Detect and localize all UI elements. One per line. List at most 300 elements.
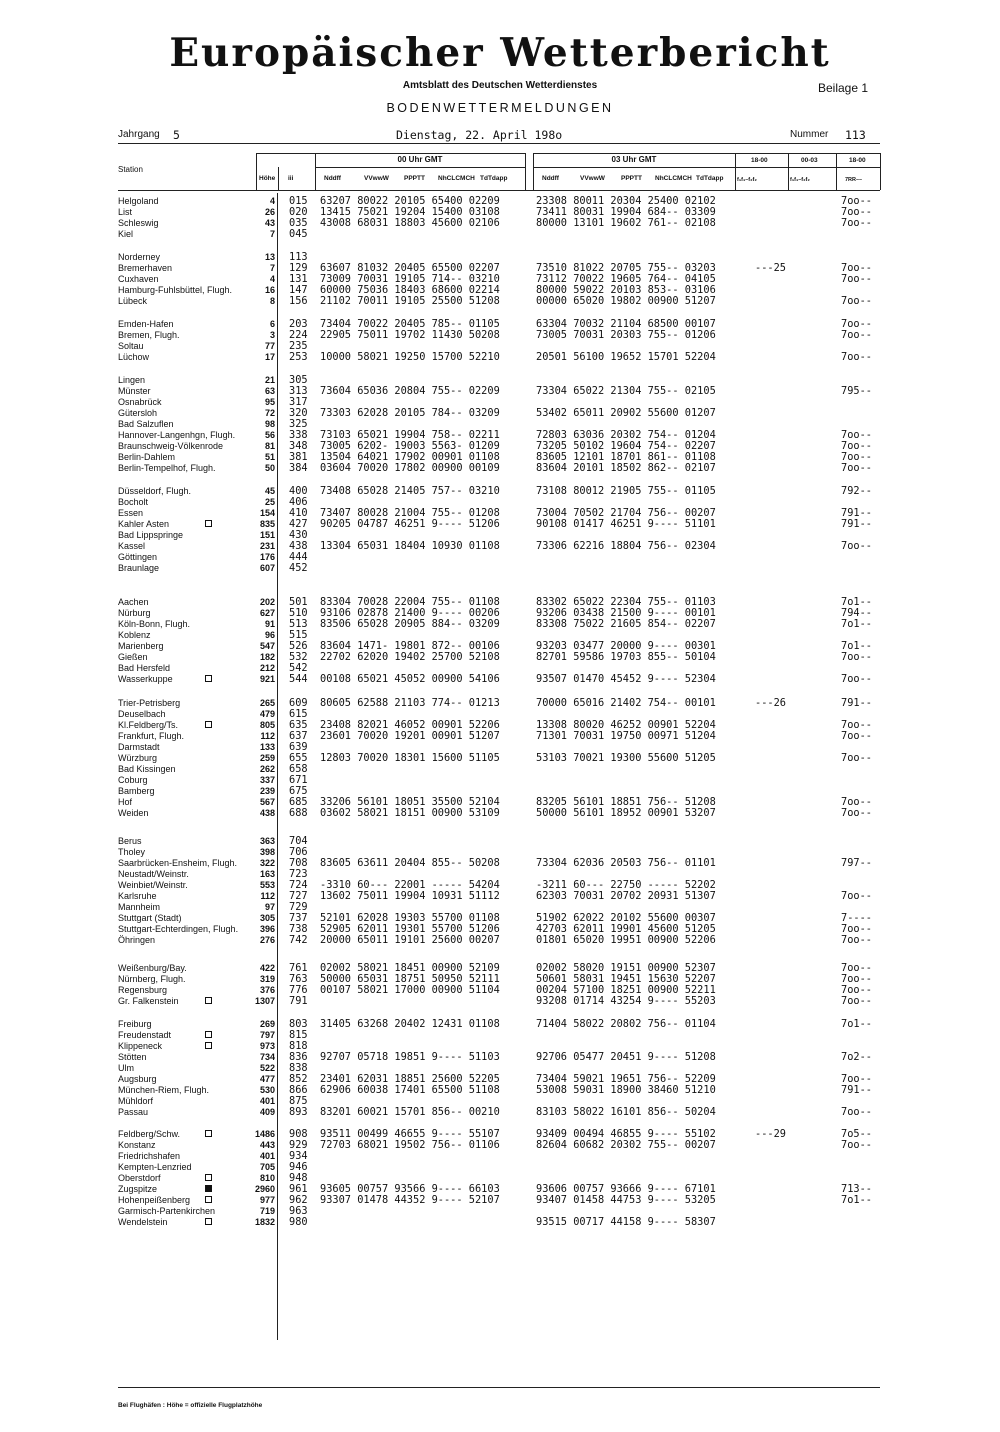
station-id: 948 xyxy=(289,1172,308,1184)
station-id: 526 xyxy=(289,640,308,652)
station-name: Darmstadt xyxy=(118,742,160,752)
station-id: 544 xyxy=(289,673,308,685)
table-row xyxy=(118,1151,880,1162)
precip-code: 7oo-- xyxy=(841,206,872,218)
station-name: Gr. Falkenstein xyxy=(118,996,179,1006)
obs-03-gmt: 93206 03438 21500 9---- 00101 xyxy=(536,607,716,619)
station-id: 962 xyxy=(289,1194,308,1206)
station-elevation: 21 xyxy=(264,375,275,385)
table-row xyxy=(118,1085,880,1096)
obs-03-gmt: 02002 58020 19151 00900 52307 xyxy=(536,962,716,974)
col-18-00-a: 18-00 xyxy=(751,157,768,164)
precip-code: 7oo-- xyxy=(841,807,872,819)
table-row xyxy=(118,552,880,563)
obs-00-gmt: 83605 63611 20404 855-- 50208 xyxy=(320,857,500,869)
station-elevation: 63 xyxy=(264,386,275,396)
station-id: 131 xyxy=(289,273,308,285)
obs-03-gmt: 82604 60682 20302 755-- 00207 xyxy=(536,1139,716,1151)
station-id: 961 xyxy=(289,1183,308,1195)
obs-00-gmt: 31405 63268 20402 12431 01108 xyxy=(320,1018,500,1030)
station-id: 438 xyxy=(289,540,308,552)
obs-00-gmt: 52905 62011 19301 55700 51206 xyxy=(320,923,500,935)
station-id: 444 xyxy=(289,551,308,563)
station-elevation: 4 xyxy=(269,274,275,284)
col-ppptt-00: PPPTT xyxy=(404,175,425,182)
station-id: 325 xyxy=(289,418,308,430)
obs-00-gmt: 50000 65031 18751 50950 52111 xyxy=(320,973,500,985)
precip-code: 7o5-- xyxy=(841,1128,872,1140)
station-elevation: 176 xyxy=(259,552,275,562)
obs-03-gmt: 93203 03477 20000 9---- 00301 xyxy=(536,640,716,652)
station-elevation: 43 xyxy=(264,218,275,228)
obs-00-gmt: 23408 82021 46052 00901 52206 xyxy=(320,719,500,731)
station-name: Berlin-Tempelhof, Flugh. xyxy=(118,463,216,473)
obs-03-gmt: 73112 70022 19605 764-- 04105 xyxy=(536,273,716,285)
obs-00-gmt: 93106 02878 21400 9---- 00206 xyxy=(320,607,500,619)
precip-code: 7o1-- xyxy=(841,618,872,630)
station-id: 313 xyxy=(289,385,308,397)
station-elevation: 973 xyxy=(259,1041,275,1051)
station-id: 815 xyxy=(289,1029,308,1041)
obs-03-gmt: 70000 65016 21402 754-- 00101 xyxy=(536,697,716,709)
obs-00-gmt: 22905 75011 19702 11430 50208 xyxy=(320,329,500,341)
station-elevation: 202 xyxy=(259,597,275,607)
precip-code: 7oo-- xyxy=(841,295,872,307)
obs-03-gmt: 83302 65022 22304 755-- 01103 xyxy=(536,596,716,608)
table-row xyxy=(118,1052,880,1063)
station-id: 763 xyxy=(289,973,308,985)
station-elevation: 422 xyxy=(259,963,275,973)
station-id: 946 xyxy=(289,1161,308,1173)
station-name: Stuttgart-Echterdingen, Flugh. xyxy=(118,924,239,934)
station-id: 501 xyxy=(289,596,308,608)
station-elevation: 627 xyxy=(259,608,275,618)
station-name: Soltau xyxy=(118,341,144,351)
station-id: 015 xyxy=(289,195,308,207)
obs-03-gmt: 93515 00717 44158 9---- 58307 xyxy=(536,1216,716,1228)
obs-00-gmt: 03602 58021 18151 00900 53109 xyxy=(320,807,500,819)
obs-03-gmt: 80000 59022 20103 853-- 03106 xyxy=(536,284,716,296)
station-elevation: 607 xyxy=(259,563,275,573)
obs-03-gmt: 83205 56101 18851 756-- 51208 xyxy=(536,796,716,808)
station-id: 348 xyxy=(289,440,308,452)
station-id: 510 xyxy=(289,607,308,619)
station-elevation: 322 xyxy=(259,858,275,868)
station-id: 791 xyxy=(289,995,308,1007)
station-name: Oberstdorf xyxy=(118,1173,161,1183)
col-nddff-03: Nddff xyxy=(542,175,559,182)
obs-03-gmt: 93409 00494 46855 9---- 55102 xyxy=(536,1128,716,1140)
station-elevation: 91 xyxy=(264,619,275,629)
station-elevation: 438 xyxy=(259,808,275,818)
col-00-03: 00-03 xyxy=(801,157,818,164)
station-id: 637 xyxy=(289,730,308,742)
open-square-icon xyxy=(205,675,212,682)
col-18-00-b: 18-00 xyxy=(849,157,866,164)
table-row xyxy=(118,519,880,530)
station-elevation: 443 xyxy=(259,1140,275,1150)
station-name: Bad Salzuflen xyxy=(118,419,174,429)
station-id: 866 xyxy=(289,1084,308,1096)
station-elevation: 77 xyxy=(264,341,275,351)
table-row xyxy=(118,753,880,764)
col-rain: 7RR–– xyxy=(845,177,863,183)
precip-code: 7oo-- xyxy=(841,752,872,764)
station-name: Göttingen xyxy=(118,552,158,562)
obs-03-gmt: 73510 81022 20705 755-- 03203 xyxy=(536,262,716,274)
obs-03-gmt: 83604 20101 18502 862-- 02107 xyxy=(536,462,716,474)
obs-00-gmt: 63607 81032 20405 65500 02207 xyxy=(320,262,500,274)
obs-00-gmt: 73404 70022 20405 785-- 01105 xyxy=(320,318,500,330)
station-id: 723 xyxy=(289,868,308,880)
station-id: 934 xyxy=(289,1150,308,1162)
station-id: 724 xyxy=(289,879,308,891)
station-name: Coburg xyxy=(118,775,148,785)
station-name: Karlsruhe xyxy=(118,891,157,901)
obs-03-gmt: 73304 65022 21304 755-- 02105 xyxy=(536,385,716,397)
station-elevation: 97 xyxy=(264,902,275,912)
station-elevation: 112 xyxy=(260,891,275,901)
precip-code: 7o1-- xyxy=(841,1018,872,1030)
station-name: Bremen, Flugh. xyxy=(118,330,180,340)
station-elevation: 3 xyxy=(269,330,275,340)
station-elevation: 4 xyxy=(269,196,275,206)
station-id: 020 xyxy=(289,206,308,218)
station-name: Hohenpeißenberg xyxy=(118,1195,191,1205)
table-row xyxy=(118,1019,880,1030)
open-square-icon xyxy=(205,997,212,1004)
station-elevation: 305 xyxy=(259,913,275,923)
station-id: 338 xyxy=(289,429,308,441)
precip-code: 7oo-- xyxy=(841,1139,872,1151)
station-name: Bocholt xyxy=(118,497,149,507)
station-elevation: 262 xyxy=(259,764,275,774)
table-row xyxy=(118,1206,880,1217)
obs-03-gmt: 73005 70031 20303 755-- 01206 xyxy=(536,329,716,341)
obs-00-gmt: 80605 62588 21103 774-- 01213 xyxy=(320,697,500,709)
station-id: 963 xyxy=(289,1205,308,1217)
station-elevation: 7 xyxy=(269,263,275,273)
station-name: Augsburg xyxy=(118,1074,157,1084)
station-id: 542 xyxy=(289,662,308,674)
station-name: Weißenburg/Bay. xyxy=(118,963,187,973)
col-vvwww-00: VVwwW xyxy=(364,175,389,182)
station-id: 704 xyxy=(289,835,308,847)
station-name: Kiel xyxy=(118,229,134,239)
station-elevation: 376 xyxy=(259,985,275,995)
number-label: Nummer xyxy=(790,129,829,140)
obs-03-gmt: 92706 05477 20451 9---- 51208 xyxy=(536,1051,716,1063)
station-id: 045 xyxy=(289,228,308,240)
obs-03-gmt: 83605 12101 18701 861-- 01108 xyxy=(536,451,716,463)
station-name: Freudenstadt xyxy=(118,1030,172,1040)
table-row xyxy=(118,652,880,663)
precip-code: 7oo-- xyxy=(841,730,872,742)
obs-00-gmt: 73604 65036 20804 755-- 02209 xyxy=(320,385,500,397)
station-elevation: 45 xyxy=(264,486,275,496)
station-elevation: 7 xyxy=(269,229,275,239)
table-row xyxy=(118,674,880,685)
precip-code: 791-- xyxy=(841,1084,872,1096)
obs-00-gmt: 10000 58021 19250 15700 52210 xyxy=(320,351,500,363)
station-elevation: 363 xyxy=(259,836,275,846)
obs-00-gmt: 62906 60038 17401 65500 51108 xyxy=(320,1084,500,1096)
station-id: 980 xyxy=(289,1216,308,1228)
precip-code: 7oo-- xyxy=(841,451,872,463)
precip-code: 7oo-- xyxy=(841,195,872,207)
station-elevation: 553 xyxy=(259,880,275,890)
station-name: Stötten xyxy=(118,1052,147,1062)
station-elevation: 409 xyxy=(259,1107,275,1117)
station-id: 929 xyxy=(289,1139,308,1151)
obs-03-gmt: 23308 80011 20304 25400 02102 xyxy=(536,195,716,207)
station-elevation: 96 xyxy=(264,630,275,640)
obs-03-gmt: 42703 62011 19901 45600 51205 xyxy=(536,923,716,935)
station-id: 305 xyxy=(289,374,308,386)
station-id: 838 xyxy=(289,1062,308,1074)
group-03-header: 03 Uhr GMT xyxy=(611,155,657,164)
station-id: 761 xyxy=(289,962,308,974)
station-elevation: 163 xyxy=(259,869,275,879)
table-row xyxy=(118,386,880,397)
col-nhclcmch-03: NhCLCMCH xyxy=(655,175,692,182)
obs-03-gmt: 53008 59031 18900 38460 51210 xyxy=(536,1084,716,1096)
station-name: Essen xyxy=(118,508,144,518)
station-id: 658 xyxy=(289,763,308,775)
col-vvwww-03: VVwwW xyxy=(580,175,605,182)
col-nddff-00: Nddff xyxy=(324,175,341,182)
station-name: Aachen xyxy=(118,597,149,607)
station-elevation: 17 xyxy=(264,352,275,362)
station-id: 818 xyxy=(289,1040,308,1052)
station-name: Feldberg/Schw. xyxy=(118,1129,181,1139)
obs-03-gmt: 20501 56100 19652 15701 52204 xyxy=(536,351,716,363)
obs-00-gmt: 83506 65028 20905 884-- 03209 xyxy=(320,618,500,630)
station-elevation: 810 xyxy=(259,1173,275,1183)
precip-code: 795-- xyxy=(841,385,872,397)
station-elevation: 95 xyxy=(264,397,275,407)
col-ppptt-03: PPPTT xyxy=(621,175,642,182)
station-name: Gütersloh xyxy=(118,408,158,418)
col-nhclcmch-00: NhCLCMCH xyxy=(438,175,475,182)
wind-gust-code: ---26 xyxy=(755,697,786,709)
open-square-icon xyxy=(205,721,212,728)
obs-03-gmt: 73108 80012 21905 755-- 01105 xyxy=(536,485,716,497)
obs-03-gmt: 53103 70021 19300 55600 51205 xyxy=(536,752,716,764)
station-id: 515 xyxy=(289,629,308,641)
station-elevation: 921 xyxy=(259,674,275,684)
station-name: Berlin-Dahlem xyxy=(118,452,176,462)
station-elevation: 522 xyxy=(259,1063,275,1073)
station-id: 513 xyxy=(289,618,308,630)
station-name: Konstanz xyxy=(118,1140,156,1150)
table-row xyxy=(118,1217,880,1228)
obs-00-gmt: 92707 05718 19851 9---- 51103 xyxy=(320,1051,500,1063)
station-name: Neustadt/Weinstr. xyxy=(118,869,189,879)
station-elevation: 259 xyxy=(259,753,275,763)
station-elevation: 72 xyxy=(264,408,275,418)
station-id: 532 xyxy=(289,651,308,663)
table-row xyxy=(118,563,880,574)
obs-00-gmt: 12803 70020 18301 15600 51105 xyxy=(320,752,500,764)
station-id: 406 xyxy=(289,496,308,508)
table-row xyxy=(118,775,880,786)
station-id: 203 xyxy=(289,318,308,330)
station-name: Wasserkuppe xyxy=(118,674,173,684)
station-name: Münster xyxy=(118,386,151,396)
col-wind-a: f₁f₁–f₂f₂ xyxy=(737,177,757,183)
station-elevation: 112 xyxy=(260,731,275,741)
station-elevation: 977 xyxy=(259,1195,275,1205)
station-id: 727 xyxy=(289,890,308,902)
precip-code: 7oo-- xyxy=(841,318,872,330)
station-name: Würzburg xyxy=(118,753,158,763)
precip-code: 7oo-- xyxy=(841,540,872,552)
station-id: 908 xyxy=(289,1128,308,1140)
table-header xyxy=(118,153,880,193)
station-elevation: 265 xyxy=(259,698,275,708)
obs-00-gmt: 03604 70020 17802 00900 00109 xyxy=(320,462,500,474)
precip-code: 7oo-- xyxy=(841,440,872,452)
station-name: Saarbrücken-Ensheim, Flugh. xyxy=(118,858,238,868)
station-name: Nürnberg, Flugh. xyxy=(118,974,186,984)
year-label: Jahrgang xyxy=(118,129,160,140)
precip-code: 792-- xyxy=(841,485,872,497)
precip-code: 7o1-- xyxy=(841,596,872,608)
report-title: Europäischer Wetterbericht xyxy=(169,30,831,76)
obs-00-gmt: 13304 65031 18404 10930 01108 xyxy=(320,540,500,552)
station-id: 427 xyxy=(289,518,308,530)
obs-03-gmt: 83308 75022 21605 854-- 02207 xyxy=(536,618,716,630)
station-id: 452 xyxy=(289,562,308,574)
precip-code: 7o1-- xyxy=(841,1194,872,1206)
station-elevation: 154 xyxy=(259,508,275,518)
station-elevation: 734 xyxy=(259,1052,275,1062)
precip-code: 797-- xyxy=(841,857,872,869)
station-name: Helgoland xyxy=(118,196,159,206)
obs-00-gmt: 93511 00499 46655 9---- 55107 xyxy=(320,1128,500,1140)
station-id: 320 xyxy=(289,407,308,419)
station-id: 384 xyxy=(289,462,308,474)
station-id: 688 xyxy=(289,807,308,819)
precip-code: 7oo-- xyxy=(841,351,872,363)
station-name: List xyxy=(118,207,133,217)
station-elevation: 182 xyxy=(259,652,275,662)
precip-code: 7oo-- xyxy=(841,262,872,274)
station-elevation: 16 xyxy=(264,285,275,295)
obs-03-gmt: 73304 62036 20503 756-- 01101 xyxy=(536,857,716,869)
station-name: Regensburg xyxy=(118,985,168,995)
obs-00-gmt: 93307 01478 44352 9---- 52107 xyxy=(320,1194,500,1206)
obs-00-gmt: 13504 64021 17902 00901 01108 xyxy=(320,451,500,463)
obs-03-gmt: 72803 63036 20302 754-- 01204 xyxy=(536,429,716,441)
station-name: Stuttgart (Stadt) xyxy=(118,913,182,923)
station-name: Garmisch-Partenkirchen xyxy=(118,1206,216,1216)
issue-info-line xyxy=(118,126,880,144)
table-row xyxy=(118,985,880,996)
open-square-icon xyxy=(205,1174,212,1181)
station-elevation: 2960 xyxy=(254,1184,275,1194)
obs-03-gmt: 93407 01458 44753 9---- 53205 xyxy=(536,1194,716,1206)
table-row xyxy=(118,698,880,709)
station-elevation: 401 xyxy=(259,1151,275,1161)
station-name: Ulm xyxy=(118,1063,134,1073)
obs-00-gmt: 00108 65021 45052 00900 54106 xyxy=(320,673,500,685)
station-name: Hannover-Langenhgn, Flugh. xyxy=(118,430,236,440)
station-elevation: 81 xyxy=(264,441,275,451)
station-elevation: 319 xyxy=(259,974,275,984)
station-elevation: 719 xyxy=(259,1206,275,1216)
station-elevation: 51 xyxy=(264,452,275,462)
table-row xyxy=(118,408,880,419)
station-id: 706 xyxy=(289,846,308,858)
obs-00-gmt: 90205 04787 46251 9---- 51206 xyxy=(320,518,500,530)
station-id: 671 xyxy=(289,774,308,786)
station-elevation: 133 xyxy=(259,742,275,752)
station-id: 156 xyxy=(289,295,308,307)
station-name: Mühldorf xyxy=(118,1096,154,1106)
precip-code: 794-- xyxy=(841,607,872,619)
obs-00-gmt: 52101 62028 19303 55700 01108 xyxy=(320,912,500,924)
station-name: Düsseldorf, Flugh. xyxy=(118,486,192,496)
station-elevation: 401 xyxy=(259,1096,275,1106)
obs-00-gmt: 33206 56101 18051 35500 52104 xyxy=(320,796,500,808)
precip-code: 7oo-- xyxy=(841,1106,872,1118)
station-name: Kahler Asten xyxy=(118,519,170,529)
station-name: Emden-Hafen xyxy=(118,319,174,329)
open-square-icon xyxy=(205,1218,212,1225)
station-name: Weinbiet/Weinstr. xyxy=(118,880,188,890)
obs-03-gmt: 71301 70031 19750 00971 51204 xyxy=(536,730,716,742)
obs-00-gmt: 93605 00757 93566 9---- 66103 xyxy=(320,1183,500,1195)
station-elevation: 398 xyxy=(259,847,275,857)
station-elevation: 13 xyxy=(264,252,275,262)
obs-03-gmt: 93507 01470 45452 9---- 52304 xyxy=(536,673,716,685)
issue-date: Dienstag, 22. April 198o xyxy=(396,128,563,142)
station-name: Schleswig xyxy=(118,218,159,228)
obs-03-gmt: 13308 80020 46252 00901 52204 xyxy=(536,719,716,731)
station-id: 803 xyxy=(289,1018,308,1030)
precip-code: 7oo-- xyxy=(841,890,872,902)
table-row xyxy=(118,996,880,1007)
station-name: Cuxhaven xyxy=(118,274,159,284)
table-row xyxy=(118,352,880,363)
station-id: 113 xyxy=(289,251,308,263)
obs-03-gmt: 00204 57100 18251 00900 52211 xyxy=(536,984,716,996)
precip-code: 7oo-- xyxy=(841,719,872,731)
station-name: Tholey xyxy=(118,847,146,857)
station-id: 852 xyxy=(289,1073,308,1085)
station-id: 675 xyxy=(289,785,308,797)
station-name: Bad Lippspringe xyxy=(118,530,184,540)
station-elevation: 805 xyxy=(259,720,275,730)
station-name: Gießen xyxy=(118,652,148,662)
obs-00-gmt: 23601 70020 19201 00901 51207 xyxy=(320,730,500,742)
obs-00-gmt: 00107 58021 17000 00900 51104 xyxy=(320,984,500,996)
obs-00-gmt: 83201 60021 15701 856-- 00210 xyxy=(320,1106,500,1118)
precip-code: 7o1-- xyxy=(841,640,872,652)
table-row xyxy=(118,1140,880,1151)
precip-code: 7o2-- xyxy=(841,1051,872,1063)
station-name: Braunschweig-Völkenrode xyxy=(118,441,224,451)
obs-00-gmt: 22702 62020 19402 25700 52108 xyxy=(320,651,500,663)
precip-code: 7oo-- xyxy=(841,796,872,808)
station-elevation: 547 xyxy=(259,641,275,651)
station-name: Frankfurt, Flugh. xyxy=(118,731,185,741)
table-row xyxy=(118,891,880,902)
obs-03-gmt: 53402 65011 20902 55600 01207 xyxy=(536,407,716,419)
station-name: Hamburg-Fuhlsbüttel, Flugh. xyxy=(118,285,233,295)
